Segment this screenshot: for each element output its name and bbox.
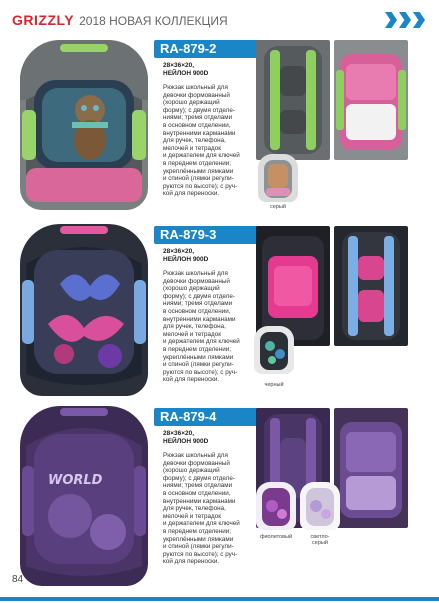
- product-description: [163, 270, 251, 384]
- product-material: НЕЙЛОН 900D: [163, 256, 209, 263]
- product-material: НЕЙЛОН 900D: [163, 438, 209, 445]
- description-line: и спиной (лямки регули-: [163, 361, 234, 369]
- description-line: руются по высоте); с руч-: [163, 368, 238, 376]
- product-specs: [163, 62, 208, 78]
- variant-caption: [298, 534, 342, 546]
- description-line: для ручек, телефона,: [163, 137, 226, 145]
- description-line: форму); с двумя отделе-: [163, 474, 235, 482]
- description-line: для ручек, телефона,: [163, 323, 226, 331]
- description-line: укреплёнными лямками: [163, 167, 234, 175]
- variant-caption-line: светло-: [310, 534, 330, 540]
- description-line: мелочей и тетрадок: [163, 512, 221, 520]
- description-line: (хорошо держащий: [163, 285, 220, 293]
- page-number: 84: [12, 574, 24, 585]
- description-line: укреплёнными лямками: [163, 535, 234, 543]
- description-line: Рюкзак школьный для: [163, 452, 228, 459]
- description-line: Рюкзак школьный для: [163, 270, 228, 277]
- chevron-right-icon: [385, 12, 397, 28]
- header-chevrons: [385, 12, 425, 28]
- description-line: Рюкзак школьный для: [163, 84, 228, 91]
- product-photo-backpack-cat: [20, 40, 148, 210]
- product-specs: [163, 248, 208, 264]
- detail-photo-back: [334, 226, 408, 346]
- description-line: укреплёнными лямками: [163, 353, 234, 361]
- product-photo-backpack-butterflies: [20, 224, 148, 396]
- brand-logo: GRIZZLY: [12, 12, 75, 28]
- product-description: [163, 84, 251, 198]
- description-line: и держателем для ключей: [163, 338, 240, 346]
- product-specs: [163, 430, 208, 446]
- variant-caption: серый: [270, 204, 286, 210]
- variant-caption: черный: [264, 382, 284, 388]
- product-photo-backpack-world: [20, 406, 148, 586]
- description-line: девочки формованный: [163, 277, 230, 285]
- description-line: форму); с двумя отделе-: [163, 292, 235, 300]
- description-line: руются по высоте); с руч-: [163, 550, 238, 558]
- description-line: ниями; тремя отделами: [163, 300, 233, 308]
- detail-photo-open: [334, 40, 408, 160]
- product-material: НЕЙЛОН 900D: [163, 70, 209, 77]
- world-print-text: WORLD: [48, 473, 103, 488]
- description-line: внутренними карманами: [163, 497, 236, 505]
- variant-caption-line: серый: [312, 540, 328, 546]
- chevron-right-icon: [413, 12, 425, 28]
- description-line: (хорошо держащий: [163, 467, 220, 475]
- product-size: 28×36×20,: [163, 430, 195, 437]
- variant-swatch-grey: [258, 154, 298, 202]
- description-line: в переднем отделении;: [163, 345, 232, 353]
- product-size: 28×36×20,: [163, 62, 195, 69]
- footer-rule: [0, 597, 439, 601]
- description-line: в основном отделении,: [163, 121, 231, 129]
- description-line: форму); с двумя отделе-: [163, 106, 235, 114]
- description-line: девочки формованный: [163, 459, 230, 467]
- collection-title: 2018 НОВАЯ КОЛЛЕКЦИЯ: [79, 14, 228, 28]
- description-line: и спиной (лямки регули-: [163, 543, 234, 551]
- description-line: руются по высоте); с руч-: [163, 182, 238, 190]
- variant-swatch-violet: [256, 482, 296, 530]
- model-label: RA-879-3: [154, 226, 260, 244]
- model-label: RA-879-2: [154, 40, 260, 58]
- description-line: кой для переноски.: [163, 558, 220, 566]
- model-label: RA-879-4: [154, 408, 260, 426]
- description-line: в основном отделении,: [163, 489, 231, 497]
- variant-swatch-black: [254, 326, 294, 374]
- description-line: мелочей и тетрадок: [163, 330, 221, 338]
- description-line: кой для переноски.: [163, 376, 220, 384]
- description-line: в переднем отделении;: [163, 527, 232, 535]
- description-line: в основном отделении,: [163, 307, 231, 315]
- variant-swatch-light-grey: [300, 482, 340, 530]
- description-line: кой для переноски.: [163, 190, 220, 198]
- chevron-right-icon: [399, 12, 411, 28]
- description-line: девочки формованный: [163, 91, 230, 99]
- detail-photo-open: [334, 408, 408, 528]
- description-line: мелочей и тетрадок: [163, 144, 221, 152]
- description-line: и держателем для ключей: [163, 520, 240, 528]
- detail-photo-back: [256, 40, 330, 160]
- description-line: (хорошо держащий: [163, 99, 220, 107]
- description-line: и держателем для ключей: [163, 152, 240, 160]
- description-line: внутренними карманами: [163, 129, 236, 137]
- description-line: для ручек, телефона,: [163, 505, 226, 513]
- variant-caption: фиолетовый: [259, 534, 293, 540]
- page-header: [12, 12, 228, 34]
- product-size: 28×36×20,: [163, 248, 195, 255]
- description-line: и спиной (лямки регули-: [163, 175, 234, 183]
- description-line: внутренними карманами: [163, 315, 236, 323]
- description-line: в переднем отделении;: [163, 159, 232, 167]
- description-line: ниями; тремя отделами: [163, 114, 233, 122]
- product-description: [163, 452, 251, 566]
- description-line: ниями; тремя отделами: [163, 482, 233, 490]
